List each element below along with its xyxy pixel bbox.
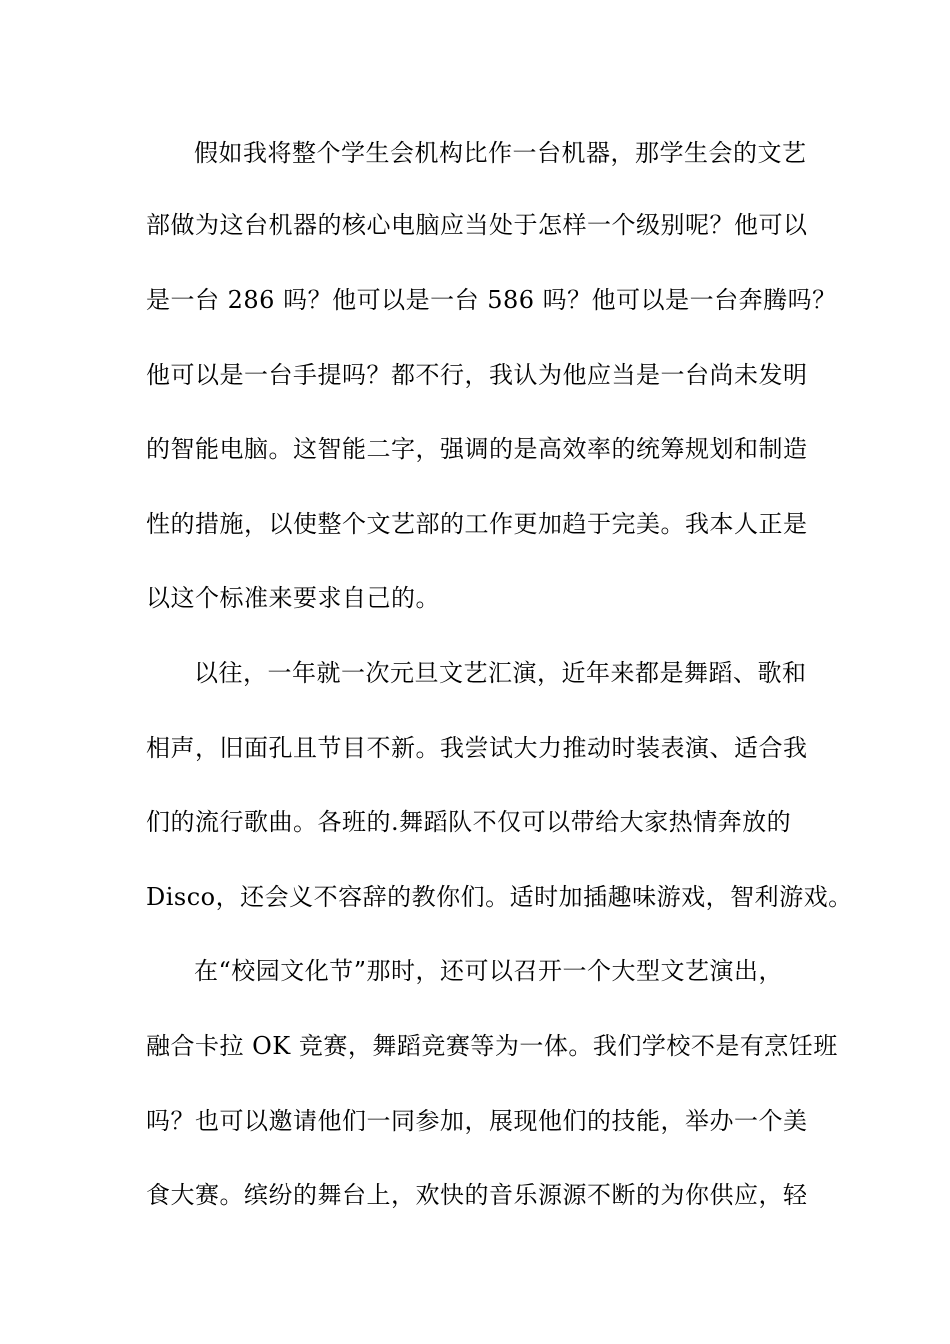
text-line-2: 部做为这台机器的核心电脑应当处于怎样一个级别呢？他可以 bbox=[146, 211, 808, 239]
text-line-8: 以往，一年就一次元旦文艺汇演，近年来都是舞蹈、歌和 bbox=[194, 659, 807, 687]
text-line-3: 是一台 286 吗？他可以是一台 586 吗？他可以是一台奔腾吗？ bbox=[146, 286, 837, 314]
text-line-9: 相声，旧面孔且节目不新。我尝试大力推动时装表演、适合我 bbox=[146, 734, 808, 762]
text-line-1: 假如我将整个学生会机构比作一台机器，那学生会的文艺 bbox=[194, 139, 807, 167]
text-line-15: 食大赛。缤纷的舞台上，欢快的音乐源源不断的为你供应，轻 bbox=[146, 1181, 808, 1209]
text-line-11: Disco，还会义不容辞的教你们。适时加插趣味游戏，智利游戏。 bbox=[146, 883, 853, 911]
text-line-7: 以这个标准来要求自己的。 bbox=[146, 584, 440, 612]
text-line-10: 们的流行歌曲。各班的.舞蹈队不仅可以带给大家热情奔放的 bbox=[146, 808, 792, 836]
text-line-12: 在“校园文化节”那时，还可以召开一个大型文艺演出， bbox=[194, 957, 784, 985]
text-line-4: 他可以是一台手提吗？都不行，我认为他应当是一台尚未发明 bbox=[146, 361, 808, 389]
text-line-13: 融合卡拉 OK 竞赛，舞蹈竞赛等为一体。我们学校不是有烹饪班 bbox=[146, 1032, 838, 1060]
text-line-14: 吗？也可以邀请他们一同参加，展现他们的技能，举办一个美 bbox=[146, 1107, 808, 1135]
text-line-6: 性的措施，以使整个文艺部的工作更加趋于完美。我本人正是 bbox=[146, 510, 808, 538]
text-line-5: 的智能电脑。这智能二字，强调的是高效率的统筹规划和制造 bbox=[146, 435, 808, 463]
